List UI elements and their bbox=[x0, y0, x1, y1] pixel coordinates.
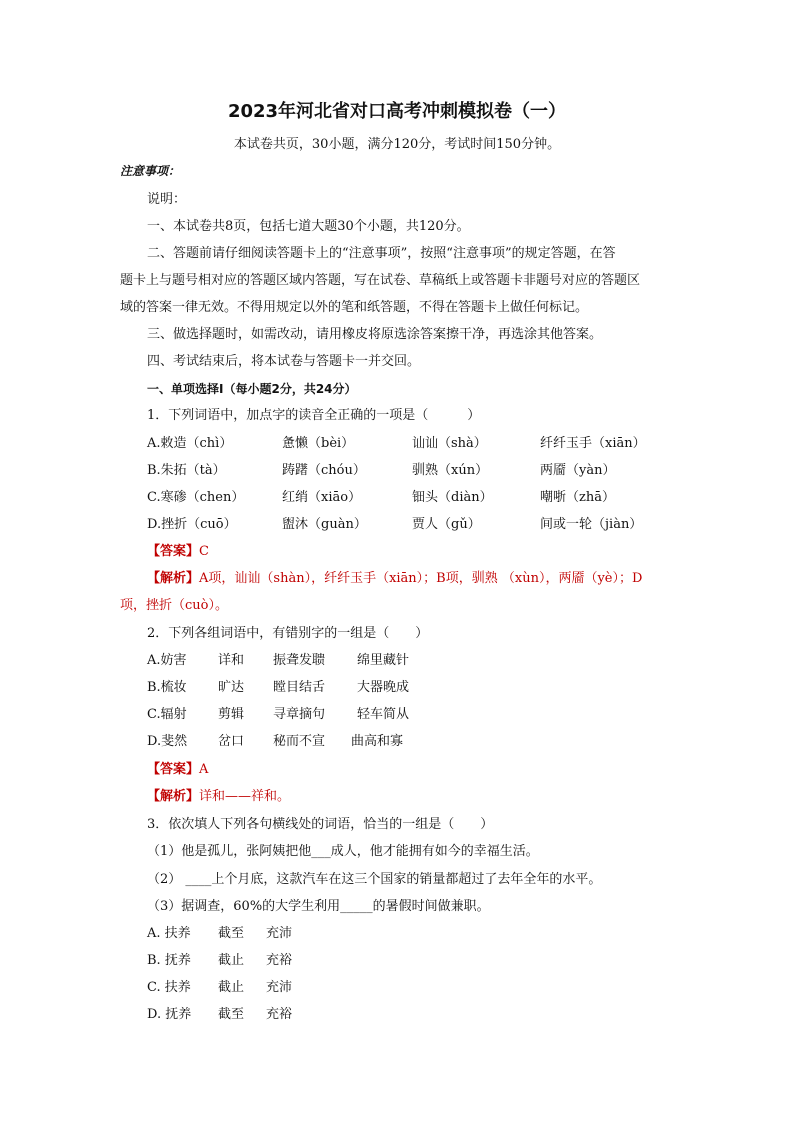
q2-stem: 2．下列各组词语中，有错别字的一组是（ ） bbox=[147, 626, 429, 641]
q2-analysis bbox=[147, 787, 290, 807]
q1-option-c-1: C.寒碜（chen） bbox=[147, 490, 245, 505]
notice-item-3: 三、做选择题时，如需改动，请用橡皮将原选涂答案擦干净，再选涂其他答案。 bbox=[147, 327, 603, 342]
notice-item-2-line-2: 题卡上与题号相对应的答题区域内答题，写在试卷、草稿纸上或答题卡非题号对应的答题区 bbox=[120, 273, 641, 288]
q1-option-b-1: B.朱拓（tà） bbox=[147, 463, 226, 478]
q2-answer bbox=[147, 760, 208, 780]
notice-item-1: 一、本试卷共8页，包括七道大题30个小题，共120分。 bbox=[147, 219, 470, 234]
q1-analysis-line-1 bbox=[147, 569, 642, 589]
q3-option-c-2: 截止 bbox=[218, 980, 245, 995]
q3-option-d-1: D. 抚养 bbox=[147, 1007, 192, 1022]
q3-sentence-3: （3）据调查，60%的大学生利用_____的暑假时间做兼职。 bbox=[147, 899, 490, 914]
q2-option-a-2: 详和 bbox=[218, 653, 245, 668]
q1-option-d-2: 盥沐（guàn） bbox=[282, 517, 367, 532]
q2-option-c-4: 轻车简从 bbox=[357, 707, 410, 722]
q3-stem: 3．依次填人下列各句横线处的词语，恰当的一组是（ ） bbox=[147, 817, 494, 832]
answer-value: C bbox=[199, 544, 209, 559]
analysis-label: 【解析】 bbox=[147, 571, 200, 586]
q1-option-a-2: 惫懒（bèi） bbox=[282, 436, 355, 451]
q1-option-a-4: 纤纤玉手（xiān） bbox=[540, 436, 646, 451]
q1-option-d-4: 间或一轮（jiàn） bbox=[540, 517, 643, 532]
q1-option-d-3: 贾人（gǔ） bbox=[412, 517, 481, 532]
q1-option-b-2: 踌躇（chóu） bbox=[282, 463, 366, 478]
q3-option-d-2: 截至 bbox=[218, 1007, 245, 1022]
notice-intro: 说明： bbox=[147, 192, 187, 207]
analysis-label: 【解析】 bbox=[147, 789, 200, 804]
q2-option-c-3: 寻章摘句 bbox=[273, 707, 326, 722]
q2-option-b-3: 瞠目结舌 bbox=[273, 680, 326, 695]
notice-heading: 注意事项： bbox=[120, 164, 181, 178]
page-title: 2023年河北省对口高考冲刺模拟卷（一） bbox=[227, 101, 567, 122]
q1-option-c-4: 嘲哳（zhā） bbox=[540, 490, 615, 505]
q2-option-c-2: 剪辑 bbox=[218, 707, 245, 722]
q1-option-c-3: 钿头（diàn） bbox=[412, 490, 493, 505]
q1-stem: 1．下列词语中，加点字的读音全正确的一项是（ ） bbox=[147, 408, 481, 423]
q2-option-b-1: B.梳妆 bbox=[147, 680, 187, 695]
analysis-text: A项，讪讪（shàn），纤纤玉手（xiān）；B项，驯熟 （xùn），两靥（yè）；D bbox=[199, 571, 643, 586]
q1-option-b-4: 两靥（yàn） bbox=[540, 463, 616, 478]
notice-item-2-line-1: 二、答题前请仔细阅读答题卡上的“注意事项”，按照“注意事项”的规定答题，在答 bbox=[147, 246, 616, 261]
q3-option-a-1: A. 扶养 bbox=[147, 926, 191, 941]
q1-option-a-3: 讪讪（shà） bbox=[412, 436, 487, 451]
q2-option-d-3: 秘而不宣 bbox=[273, 734, 326, 749]
q1-option-a-1: A.敕造（chì） bbox=[147, 436, 233, 451]
exam-info: 本试卷共页，30小题，满分120分，考试时间150分钟。 bbox=[233, 137, 561, 152]
notice-item-4: 四、考试结束后，将本试卷与答题卡一并交回。 bbox=[147, 354, 421, 369]
q1-answer bbox=[147, 542, 209, 562]
q3-option-a-2: 截至 bbox=[218, 926, 245, 941]
q2-option-d-4: 曲高和寡 bbox=[351, 734, 404, 749]
answer-value: A bbox=[199, 762, 209, 777]
q1-analysis-line-2: 项，挫折（cuò）。 bbox=[120, 598, 228, 613]
answer-label: 【答案】 bbox=[147, 762, 200, 777]
q3-option-b-3: 充裕 bbox=[266, 953, 293, 968]
q1-option-b-3: 驯熟（xún） bbox=[412, 463, 489, 478]
answer-label: 【答案】 bbox=[147, 544, 200, 559]
q3-option-b-1: B. 抚养 bbox=[147, 953, 191, 968]
q2-option-d-2: 岔口 bbox=[218, 734, 245, 749]
q2-option-b-2: 旷达 bbox=[218, 680, 245, 695]
q2-option-a-1: A.妨害 bbox=[147, 653, 187, 668]
q3-option-c-3: 充沛 bbox=[266, 980, 293, 995]
q2-option-b-4: 大器晚成 bbox=[357, 680, 410, 695]
q2-option-c-1: C.辐射 bbox=[147, 707, 187, 722]
q2-option-a-4: 绵里藏针 bbox=[357, 653, 410, 668]
q2-option-a-3: 振聋发聩 bbox=[273, 653, 326, 668]
q2-option-d-1: D.斐然 bbox=[147, 734, 188, 749]
q3-option-d-3: 充裕 bbox=[266, 1007, 293, 1022]
q1-option-c-2: 红绡（xiāo） bbox=[282, 490, 362, 505]
q3-option-c-1: C. 扶养 bbox=[147, 980, 191, 995]
section-1-heading: 一、单项选择Ⅰ（每小题2分，共24分） bbox=[147, 382, 357, 396]
q3-sentence-1: （1）他是孤儿，张阿姨把他___成人，他才能拥有如今的幸福生活。 bbox=[147, 844, 539, 859]
notice-item-2-line-3: 域的答案一律无效。不得用规定以外的笔和纸答题，不得在答题卡上做任何标记。 bbox=[120, 300, 589, 315]
q3-option-a-3: 充沛 bbox=[266, 926, 293, 941]
analysis-text: 详和——祥和。 bbox=[199, 789, 291, 804]
q3-option-b-2: 截止 bbox=[218, 953, 245, 968]
q3-sentence-2: （2） ____上个月底，这款汽车在这三个国家的销量都超过了去年全年的水平。 bbox=[147, 872, 602, 887]
q1-option-d-1: D.挫折（cuō） bbox=[147, 517, 237, 532]
